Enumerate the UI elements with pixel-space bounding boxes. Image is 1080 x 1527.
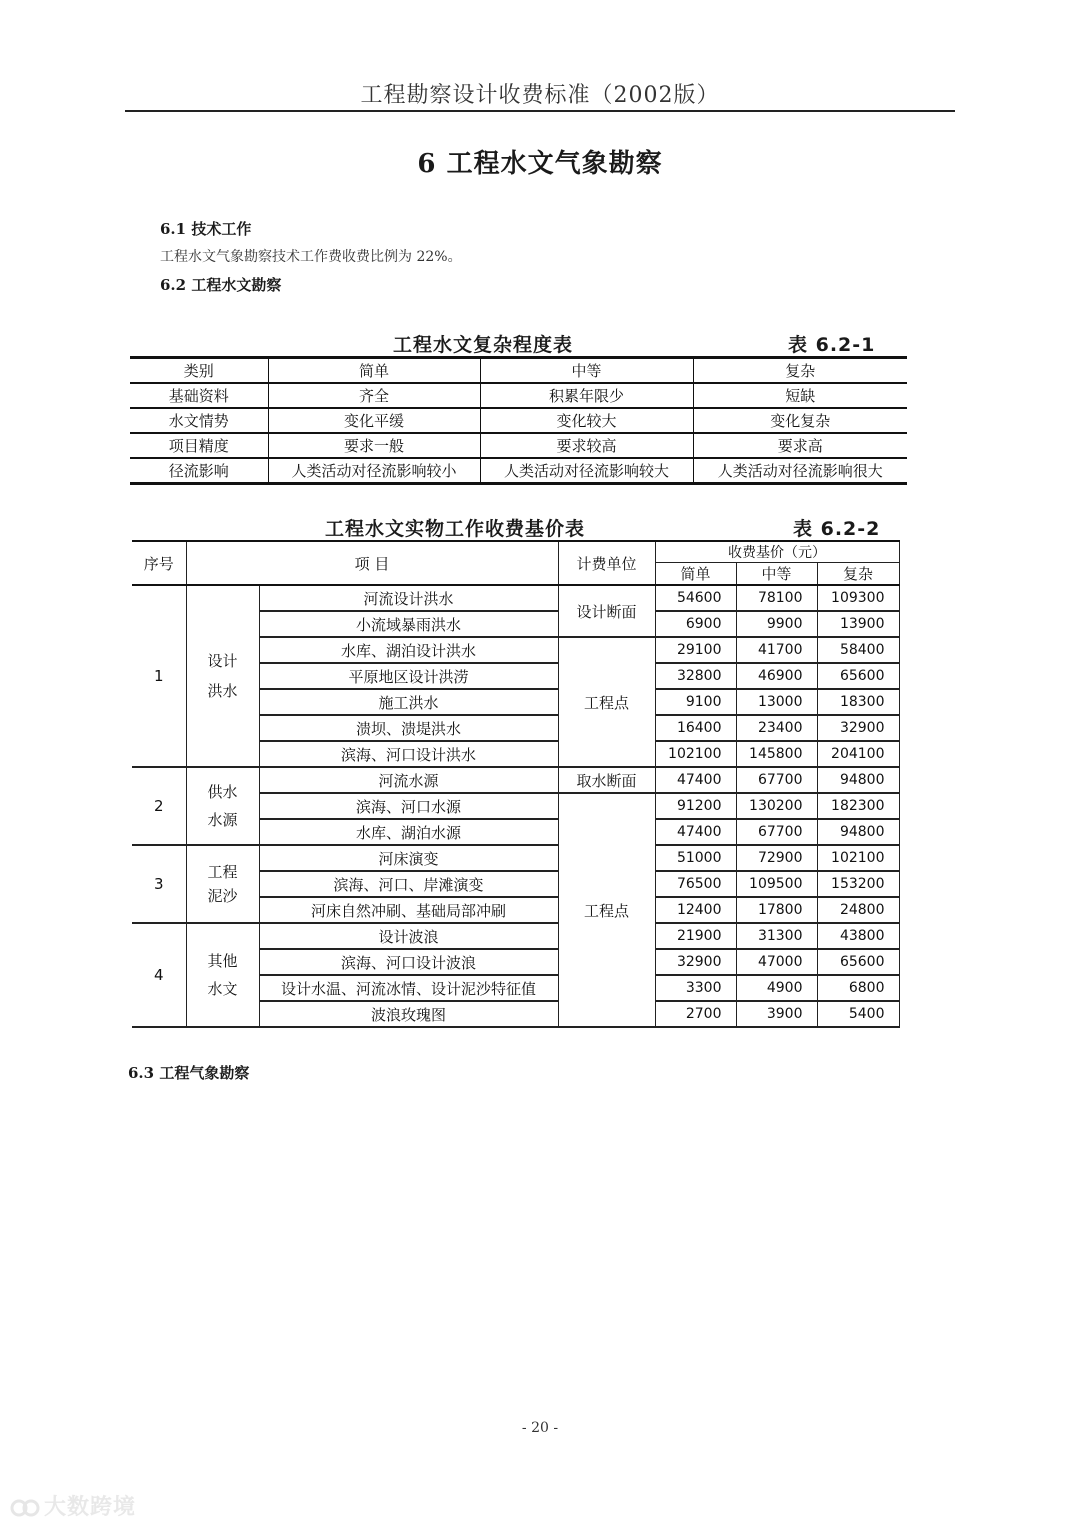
price-complex: 5400	[817, 1001, 899, 1027]
item-cell: 设计波浪	[259, 923, 558, 949]
price-medium: 17800	[736, 897, 817, 923]
price-complex: 24800	[817, 897, 899, 923]
table1-cell: 水文情势	[130, 408, 268, 433]
table1-cell: 要求一般	[268, 433, 480, 458]
price-medium: 109500	[736, 871, 817, 897]
price-simple: 32800	[655, 663, 736, 689]
group-seq: 4	[132, 923, 186, 1027]
price-medium: 31300	[736, 923, 817, 949]
watermark-text: 大数跨境	[44, 1495, 137, 1520]
table1-number: 表 6.2-1	[788, 334, 876, 356]
table1-title: 工程水文复杂程度表	[393, 334, 574, 356]
section-6-1-heading: 6.1 技术工作	[160, 220, 252, 238]
price-complex: 109300	[817, 585, 899, 611]
item-cell: 施工洪水	[259, 689, 558, 715]
price-simple: 21900	[655, 923, 736, 949]
price-complex: 182300	[817, 793, 899, 819]
group-name: 设计洪水	[186, 585, 259, 767]
price-simple: 29100	[655, 637, 736, 663]
table1-complexity	[130, 356, 907, 485]
table1-cell: 径流影响	[168, 462, 229, 480]
watermark	[10, 1490, 136, 1521]
price-complex: 94800	[817, 819, 899, 845]
table1-cell: 变化较大	[480, 408, 693, 433]
table1-header-cell: 复杂	[693, 358, 907, 384]
price-complex: 204100	[817, 741, 899, 767]
table1-cell: 人类活动对径流影响较小	[268, 458, 480, 484]
header-simple: 简单	[655, 563, 736, 586]
item-cell: 小流域暴雨洪水	[259, 611, 558, 637]
table-row	[130, 433, 907, 458]
price-simple: 47400	[655, 767, 736, 793]
price-simple: 102100	[655, 741, 736, 767]
unit-cell: 工程点	[558, 637, 655, 767]
table1-header-cell: 类别	[130, 358, 268, 384]
price-simple: 76500	[655, 871, 736, 897]
item-cell: 滨海、河口设计波浪	[259, 949, 558, 975]
watermark-logo-icon	[10, 1497, 40, 1519]
table1-cell: 变化复杂	[693, 408, 907, 433]
price-complex: 153200	[817, 871, 899, 897]
price-complex: 58400	[817, 637, 899, 663]
group-name: 工程泥沙	[186, 845, 259, 923]
group-seq: 1	[132, 585, 186, 767]
section-6-1-text: 工程水文气象勘察技术工作费收费比例为 22%。	[160, 249, 462, 265]
price-simple: 2700	[655, 1001, 736, 1027]
item-cell: 波浪玫瑰图	[259, 1001, 558, 1027]
price-complex: 6800	[817, 975, 899, 1001]
price-simple: 51000	[655, 845, 736, 871]
table1-cell: 积累年限少	[480, 383, 693, 408]
item-cell: 河床演变	[259, 845, 558, 871]
item-cell: 平原地区设计洪涝	[259, 663, 558, 689]
price-medium: 3900	[736, 1001, 817, 1027]
price-medium: 72900	[736, 845, 817, 871]
price-simple: 32900	[655, 949, 736, 975]
table1-cell: 基础资料	[130, 383, 268, 408]
header-price: 收费基价（元）	[655, 541, 899, 563]
table-row	[132, 923, 899, 949]
table-row	[130, 458, 907, 484]
table-header-row	[132, 541, 899, 563]
item-cell: 河流设计洪水	[259, 585, 558, 611]
group-seq: 2	[132, 767, 186, 845]
page-number: - 20 -	[521, 1420, 559, 1436]
price-complex: 18300	[817, 689, 899, 715]
header-rule	[125, 110, 955, 112]
item-cell: 河流水源	[259, 767, 558, 793]
group-name: 其他水文	[186, 923, 259, 1027]
table1-header-cell: 简单	[268, 358, 480, 384]
price-complex: 102100	[817, 845, 899, 871]
running-header: 工程勘察设计收费标准（2002版）	[360, 83, 720, 108]
chapter-title: 6 工程水文气象勘察	[417, 149, 663, 179]
unit-cell: 设计断面	[558, 585, 655, 637]
unit-cell: 工程点	[558, 793, 655, 1027]
table1-cell: 要求较高	[480, 433, 693, 458]
price-complex: 32900	[817, 715, 899, 741]
group-name: 供水水源	[186, 767, 259, 845]
price-simple: 3300	[655, 975, 736, 1001]
price-simple: 6900	[655, 611, 736, 637]
price-simple: 9100	[655, 689, 736, 715]
price-simple: 12400	[655, 897, 736, 923]
header-item: 项 目	[186, 541, 558, 585]
table2-title: 工程水文实物工作收费基价表	[325, 518, 586, 540]
table-row	[132, 845, 899, 871]
table-row	[130, 408, 907, 433]
price-simple: 47400	[655, 819, 736, 845]
price-complex: 65600	[817, 949, 899, 975]
item-cell: 滨海、河口设计洪水	[259, 741, 558, 767]
section-6-2-heading: 6.2 工程水文勘察	[160, 276, 282, 294]
price-medium: 13000	[736, 689, 817, 715]
header-medium: 中等	[736, 563, 817, 586]
price-medium: 130200	[736, 793, 817, 819]
item-cell: 水库、湖泊设计洪水	[259, 637, 558, 663]
price-simple: 91200	[655, 793, 736, 819]
table-header-row	[130, 358, 907, 384]
table1-cell: 人类活动对径流影响较大	[480, 458, 693, 484]
price-simple: 16400	[655, 715, 736, 741]
price-medium: 23400	[736, 715, 817, 741]
header-unit: 计费单位	[558, 541, 655, 585]
price-complex: 65600	[817, 663, 899, 689]
group-seq: 3	[132, 845, 186, 923]
section-6-3-heading: 6.3 工程气象勘察	[128, 1064, 250, 1082]
price-simple: 54600	[655, 585, 736, 611]
item-cell: 滨海、河口水源	[259, 793, 558, 819]
table1-cell: 人类活动对径流影响很大	[693, 458, 907, 484]
table1-cell: 齐全	[268, 383, 480, 408]
item-cell: 溃坝、溃堤洪水	[259, 715, 558, 741]
table1-cell: 项目精度	[130, 433, 268, 458]
table-row	[132, 585, 899, 611]
table2-number: 表 6.2-2	[793, 518, 881, 540]
price-medium: 47000	[736, 949, 817, 975]
price-complex: 94800	[817, 767, 899, 793]
item-cell: 水库、湖泊水源	[259, 819, 558, 845]
table1-header-cell: 中等	[480, 358, 693, 384]
price-medium: 145800	[736, 741, 817, 767]
item-cell: 滨海、河口、岸滩演变	[259, 871, 558, 897]
price-medium: 46900	[736, 663, 817, 689]
table1-cell: 短缺	[693, 383, 907, 408]
table1-cell: 变化平缓	[268, 408, 480, 433]
header-seq: 序号	[132, 541, 186, 585]
table-row	[132, 767, 899, 793]
price-medium: 78100	[736, 585, 817, 611]
table-row	[130, 383, 907, 408]
price-complex: 13900	[817, 611, 899, 637]
table2-fees	[132, 540, 900, 1028]
price-medium: 4900	[736, 975, 817, 1001]
unit-cell: 取水断面	[558, 767, 655, 793]
price-complex: 43800	[817, 923, 899, 949]
price-medium: 9900	[736, 611, 817, 637]
price-medium: 67700	[736, 767, 817, 793]
header-complex: 复杂	[817, 563, 899, 586]
table1-cell: 要求高	[693, 433, 907, 458]
item-cell: 设计水温、河流冰情、设计泥沙特征值	[259, 975, 558, 1001]
item-cell: 河床自然冲刷、基础局部冲刷	[259, 897, 558, 923]
price-medium: 41700	[736, 637, 817, 663]
price-medium: 67700	[736, 819, 817, 845]
